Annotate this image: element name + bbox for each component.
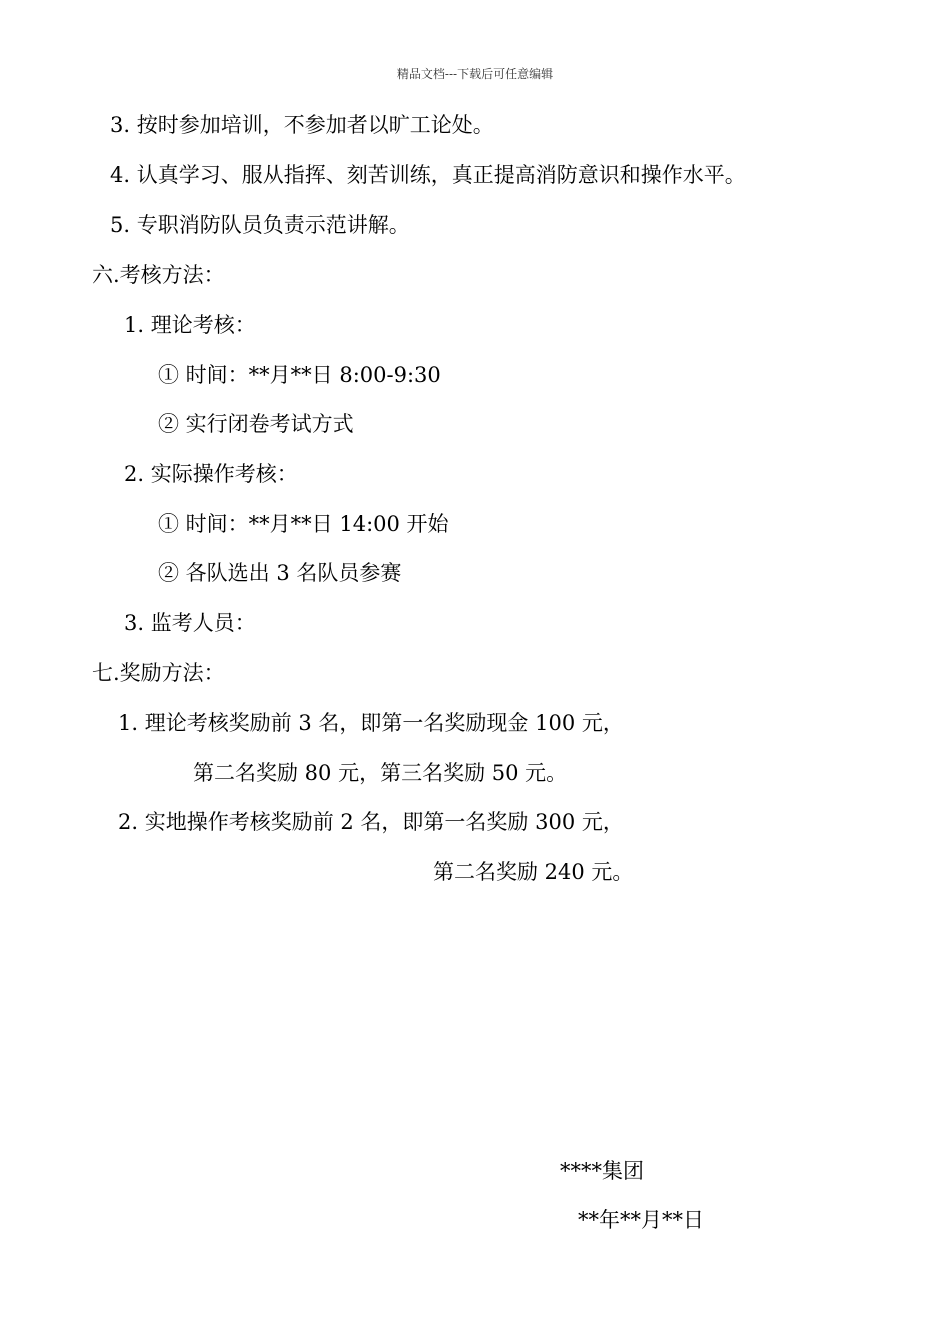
signature-organization: ****集团	[560, 1159, 644, 1183]
list-item-training-attendance: 3. 按时参加培训，不参加者以旷工论处。	[110, 113, 494, 137]
section-heading-assessment: 六.考核方法：	[92, 263, 225, 287]
list-item-theory-reward-cont: 第二名奖励 80 元，第三名奖励 50 元。	[193, 761, 568, 785]
sub-item-theory-format: ② 实行闭卷考试方式	[158, 412, 354, 436]
page-header: 精品文档---下载后可任意编辑	[396, 67, 554, 81]
section-heading-rewards: 七.奖励方法：	[92, 661, 225, 685]
list-item-practical-exam: 2. 实际操作考核：	[124, 462, 298, 486]
sub-item-theory-time: ① 时间：**月**日 8:00-9:30	[158, 363, 441, 387]
list-item-practical-reward: 2. 实地操作考核奖励前 2 名，即第一名奖励 300 元，	[118, 810, 624, 834]
list-item-proctors: 3. 监考人员：	[124, 611, 256, 635]
list-item-theory-exam: 1. 理论考核：	[124, 313, 256, 337]
list-item-theory-reward: 1. 理论考核奖励前 3 名，即第一名奖励现金 100 元，	[118, 711, 624, 735]
sub-item-practical-participants: ② 各队选出 3 名队员参赛	[158, 561, 402, 585]
list-item-practical-reward-cont: 第二名奖励 240 元。	[433, 860, 634, 884]
list-item-training-discipline: 4. 认真学习、服从指挥、刻苦训练，真正提高消防意识和操作水平。	[110, 163, 746, 187]
signature-date: **年**月**日	[578, 1208, 704, 1232]
list-item-demonstration: 5. 专职消防队员负责示范讲解。	[110, 213, 410, 237]
sub-item-practical-time: ① 时间：**月**日 14:00 开始	[158, 512, 449, 536]
